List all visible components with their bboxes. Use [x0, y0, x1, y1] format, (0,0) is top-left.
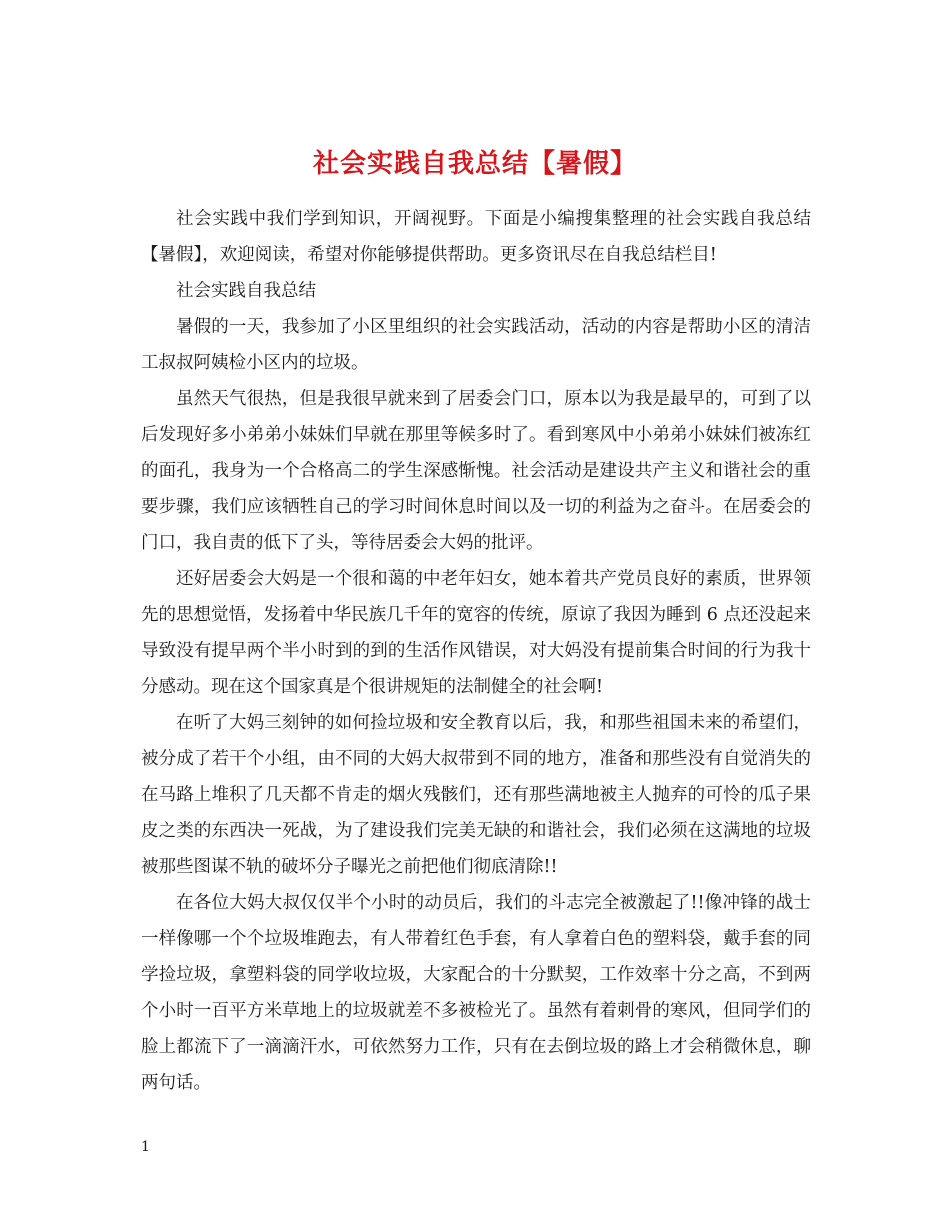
- document-title: 社会实践自我总结【暑假】: [312, 149, 637, 180]
- body-paragraph: 在听了大妈三刻钟的如何捡垃圾和安全教育以后，我，和那些祖国未来的希望们，被分成了若干个小组，由不同的大妈大叔带到不同的地方，准备和那些没有自觉消失的在马路上堆积了几天都不肯走的烟火残骸们，还有那些满地被主人抛弃的可怜的瓜子果皮之类的东西决一死战，为了建设我们完美无缺的和谐社会，我们必须在这满地的垃圾被那些图谋不轨的破坏分子曝光之前把他们彻底清除!!: [141, 713, 811, 877]
- intro-paragraph: 社会实践中我们学到知识，开阔视野。下面是小编搜集整理的社会实践自我总结【暑假】，欢迎阅读，希望对你能够提供帮助。更多资讯尽在自我总结栏目!: [141, 209, 811, 265]
- body-paragraph: 虽然天气很热，但是我很早就来到了居委会门口，原本以为我是最早的，可到了以后发现好多小弟弟小妹妹们早就在那里等候多时了。看到寒风中小弟弟小妹妹们被冻红的面孔，我身为一个合格高二的学生深感惭愧。社会活动是建设共产主义和谐社会的重要步骤，我们应该牺牲自己的学习时间休息时间以及一切的利益为之奋斗。在居委会的门口，我自责的低下了头，等待居委会大妈的批评。: [141, 389, 811, 553]
- body-paragraph: 在各位大妈大叔仅仅半个小时的动员后，我们的斗志完全被激起了!!像冲锋的战士一样像哪一个个垃圾堆跑去，有人带着红色手套，有人拿着白色的塑料袋，戴手套的同学捡垃圾，拿塑料袋的同学收垃圾，大家配合的十分默契，工作效率十分之高，不到两个小时一百平方米草地上的垃圾就差不多被检光了。虽然有着刺骨的寒风，但同学们的脸上都流下了一滴滴汗水，可依然努力工作，只有在去倒垃圾的路上才会稍微休息，聊两句话。: [141, 893, 811, 1093]
- page-number: 1: [141, 1139, 150, 1155]
- body-paragraph: 暑假的一天，我参加了小区里组织的社会实践活动，活动的内容是帮助小区的清洁工叔叔阿姨检小区内的垃圾。: [141, 317, 811, 373]
- body-paragraph: 还好居委会大妈是一个很和蔼的中老年妇女，她本着共产党员良好的素质，世界领先的思想觉悟，发扬着中华民族几千年的宽容的传统，原谅了我因为睡到 6 点还没起来导致没有提早两个半小时到的到的生活作风错误，对大妈没有提前集合时间的行为我十分感动。现在这个国家真是个很讲规矩的法制健全的社会啊!: [141, 569, 811, 697]
- document-body: [141, 201, 811, 1101]
- section-heading: 社会实践自我总结: [176, 281, 316, 301]
